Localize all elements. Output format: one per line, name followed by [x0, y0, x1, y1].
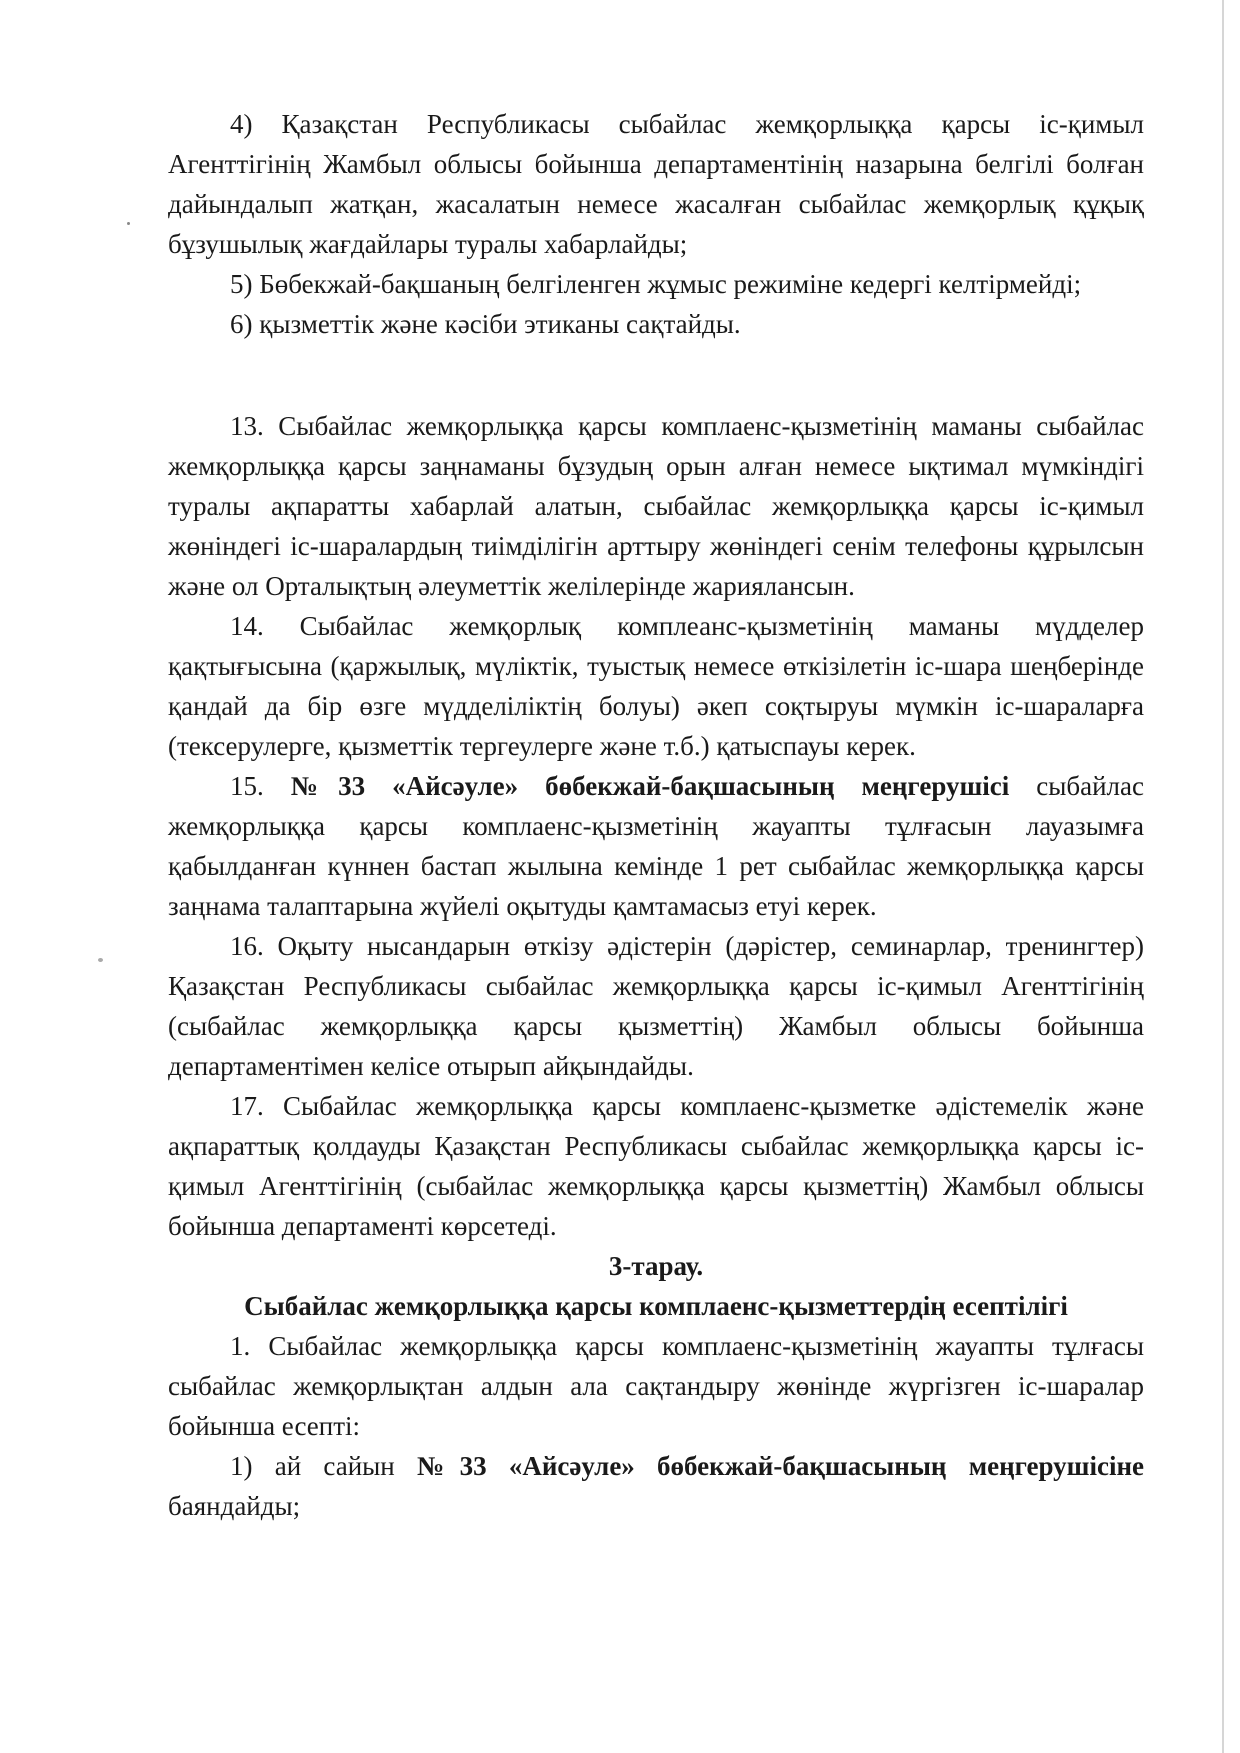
item-1-suffix: баяндайды; [168, 1491, 301, 1521]
clause-14: 14. Сыбайлас жемқорлық комплеанс-қызметінің маманы мүдделер қақтығысына (қаржылық, мүліктік, туыстық немесе өткізілетін іс-шара шеңберінде қандай да бір өзге мүдделіліктің болуы) әкеп соқтыруы мүмкін іс-шараларға (тексерулерге, қызметтік тергеулерге және т.б.) қатыспауы керек. [168, 611, 1144, 761]
clause-15 [168, 766, 1144, 926]
scan-page-edge [1222, 0, 1224, 1753]
clause-13: 13. Сыбайлас жемқорлыққа қарсы комплаенс-қызметінің маманы сыбайлас жемқорлыққа қарсы заңнаманы бұзудың орын алған немесе ықтимал мүмкіндігі туралы ақпаратты хабарлай алатын, сыбайлас жемқорлыққа қарсы іс-қимыл жөніндегі іс-шаралардың тиімділігін арттыру жөніндегі сенім телефоны құрылсын және ол Орталықтың әлеуметтік желілерінде жариялансын. [168, 411, 1144, 601]
chapter-3-item-1 [168, 1446, 1144, 1526]
chapter-3-paragraph-1: 1. Сыбайлас жемқорлыққа қарсы комплаенс-қызметінің жауапты тұлғасы сыбайлас жемқорлықтан алдын ала сақтандыру жөнінде жүргізген іс-шаралар бойынша есепті: [168, 1331, 1144, 1441]
item-5: 5) Бөбекжай-бақшаның белгіленген жұмыс режиміне кедергі келтірмейді; [230, 269, 1082, 299]
clause-15-number: 15. [230, 771, 264, 801]
clause-15-text: сыбайлас жемқорлыққа қарсы комплаенс-қызметінің жауапты тұлғасын лауазымға қабылданған күннен бастап жылына кемінде 1 рет сыбайлас жемқорлыққа қарсы заңнама талаптарына жүйелі оқытуды қамтамасыз етуі керек. [168, 771, 1145, 921]
clause-17: 17. Сыбайлас жемқорлыққа қарсы комплаенс-қызметке әдістемелік және ақпараттық қолдауды Қазақстан Республикасы сыбайлас жемқорлыққа қарсы іс-қимыл Агенттігінің (сыбайлас жемқорлыққа қарсы қызметтің) Жамбыл облысы бойынша департаменті көрсетеді. [168, 1091, 1144, 1241]
chapter-title: Сыбайлас жемқорлыққа қарсы комплаенс-қызметтердің есептілігі [244, 1291, 1068, 1321]
item-1-prefix: 1) ай сайын [230, 1451, 395, 1481]
item-6: 6) қызметтік және кәсіби этиканы сақтайды. [230, 309, 741, 339]
scan-speck [98, 958, 103, 962]
item-4: 4) Қазақстан Республикасы сыбайлас жемқорлыққа қарсы іс-қимыл Агенттігінің Жамбыл облысы бойынша департаментінің назарына белгілі болған дайындалып жатқан, жасалатын немесе жасалған сыбайлас жемқорлық құқық бұзушылық жағдайлары туралы хабарлайды; [168, 109, 1144, 259]
item-1-bold: №33 «Айсәуле» бөбекжай-бақшасының меңгерушісіне [416, 1451, 1144, 1481]
chapter-number: 3-тарау. [608, 1251, 704, 1281]
document-body [168, 104, 1144, 1526]
clause-16: 16. Оқыту нысандарын өткізу әдістерін (дәрістер, семинарлар, тренингтер) Қазақстан Республикасы сыбайлас жемқорлыққа қарсы іс-қимыл Агенттігінің (сыбайлас жемқорлыққа қарсы қызметтің) Жамбыл облысы бойынша департаментімен келісе отырып айқындайды. [168, 931, 1144, 1081]
clause-15-bold: №33 «Айсәуле» бөбекжай-бақшасының меңгерушісі [290, 771, 1010, 801]
scan-speck [127, 222, 130, 225]
